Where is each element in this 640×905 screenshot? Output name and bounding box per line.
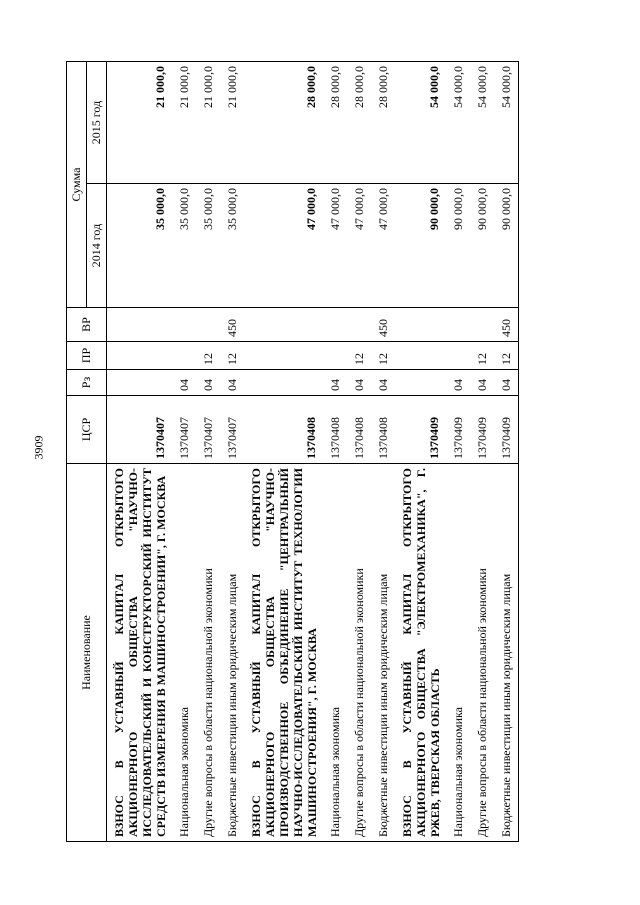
table-row	[323, 61, 347, 841]
header-sum: Сумма	[67, 61, 87, 307]
table-body	[107, 61, 519, 841]
vr-cell	[323, 308, 347, 342]
vr-cell	[470, 308, 494, 342]
table-header	[67, 61, 107, 841]
table-row	[107, 61, 173, 841]
pr-cell	[107, 342, 173, 370]
vr-cell: 450	[371, 308, 395, 342]
rz-cell: 04	[172, 370, 196, 396]
sum-2015-cell: 54 000,0	[494, 61, 519, 183]
table-row	[395, 61, 446, 841]
csr-cell: 1370409	[395, 396, 446, 464]
sum-2014-cell: 90 000,0	[470, 184, 494, 308]
table-row	[470, 61, 494, 841]
sum-2014-cell: 35 000,0	[220, 184, 244, 308]
pr-cell	[323, 342, 347, 370]
sum-2014-cell: 47 000,0	[371, 184, 395, 308]
name-cell: ВЗНОС В УСТАВНЫЙ КАПИТАЛ ОТКРЫТОГО АКЦИОНЕРНОГО ОБЩЕСТВА "НАУЧНО-ПРОИЗВОДСТВЕННОЕ ОБЪЕДИНЕНИЕ "ЦЕНТРАЛЬНЫЙ НАУЧНО-ИССЛЕДОВАТЕЛЬСКИЙ ИНСТИТУТ ТЕХНОЛОГИИ МАШИНОСТРОЕНИЯ", Г. МОСКВА	[244, 464, 323, 842]
sum-2014-cell: 90 000,0	[494, 184, 519, 308]
vr-cell	[395, 308, 446, 342]
pr-cell: 12	[220, 342, 244, 370]
name-cell: Бюджетные инвестиции иным юридическим лицам	[220, 464, 244, 842]
sum-2015-cell: 54 000,0	[470, 61, 494, 183]
header-year-2015: 2015 год	[87, 61, 107, 183]
name-cell: Национальная экономика	[446, 464, 470, 842]
csr-cell: 1370408	[347, 396, 371, 464]
csr-cell: 1370409	[446, 396, 470, 464]
csr-cell: 1370409	[494, 396, 519, 464]
header-year-2014: 2014 год	[87, 184, 107, 308]
vr-cell	[244, 308, 323, 342]
table-row	[172, 61, 196, 841]
rz-cell: 04	[470, 370, 494, 396]
sum-2015-cell: 54 000,0	[446, 61, 470, 183]
vr-cell	[446, 308, 470, 342]
page-number: 3909	[31, 435, 46, 460]
name-cell: Национальная экономика	[323, 464, 347, 842]
sum-2015-cell: 21 000,0	[107, 61, 173, 183]
pr-cell: 12	[470, 342, 494, 370]
pr-cell: 12	[371, 342, 395, 370]
csr-cell: 1370408	[323, 396, 347, 464]
header-vr: ВР	[67, 308, 107, 342]
vr-cell: 450	[220, 308, 244, 342]
sum-2014-cell: 47 000,0	[347, 184, 371, 308]
vr-cell	[172, 308, 196, 342]
sum-2014-cell: 35 000,0	[172, 184, 196, 308]
sum-2015-cell: 54 000,0	[395, 61, 446, 183]
sum-2015-cell: 28 000,0	[347, 61, 371, 183]
name-cell: Национальная экономика	[172, 464, 196, 842]
name-cell: Бюджетные инвестиции иным юридическим лицам	[371, 464, 395, 842]
pr-cell	[244, 342, 323, 370]
pr-cell: 12	[494, 342, 519, 370]
name-cell: Бюджетные инвестиции иным юридическим лицам	[494, 464, 519, 842]
name-cell: Другие вопросы в области национальной экономики	[470, 464, 494, 842]
sum-2015-cell: 28 000,0	[244, 61, 323, 183]
csr-cell: 1370407	[172, 396, 196, 464]
table-row	[220, 61, 244, 841]
csr-cell: 1370408	[371, 396, 395, 464]
pr-cell: 12	[347, 342, 371, 370]
table-row	[446, 61, 470, 841]
csr-cell: 1370407	[196, 396, 220, 464]
rz-cell: 04	[347, 370, 371, 396]
rz-cell: 04	[323, 370, 347, 396]
pr-cell	[395, 342, 446, 370]
rotated-page-content	[66, 62, 586, 842]
csr-cell: 1370409	[470, 396, 494, 464]
pr-cell	[446, 342, 470, 370]
sum-2014-cell: 35 000,0	[196, 184, 220, 308]
sum-2014-cell: 47 000,0	[323, 184, 347, 308]
header-name: Наименование	[67, 464, 107, 842]
name-cell: ВЗНОС В УСТАВНЫЙ КАПИТАЛ ОТКРЫТОГО АКЦИОНЕРНОГО ОБЩЕСТВА "ЭЛЕКТРОМЕХАНИКА", Г. РЖЕВ, ТВЕРСКАЯ ОБЛАСТЬ	[395, 464, 446, 842]
name-cell: Другие вопросы в области национальной экономики	[196, 464, 220, 842]
sum-2015-cell: 28 000,0	[323, 61, 347, 183]
header-pr: ПР	[67, 342, 107, 370]
vr-cell	[347, 308, 371, 342]
name-cell: Другие вопросы в области национальной экономики	[347, 464, 371, 842]
table-row	[244, 61, 323, 841]
rz-cell	[107, 370, 173, 396]
sum-2014-cell: 47 000,0	[244, 184, 323, 308]
table-row	[371, 61, 395, 841]
budget-table	[66, 61, 519, 842]
name-cell: ВЗНОС В УСТАВНЫЙ КАПИТАЛ ОТКРЫТОГО АКЦИОНЕРНОГО ОБЩЕСТВА "НАУЧНО-ИССЛЕДОВАТЕЛЬСКИЙ И КОНСТРУКТОРСКИЙ ИНСТИТУТ СРЕДСТВ ИЗМЕРЕНИЯ В МАШИНОСТРОЕНИИ", Г. МОСКВА	[107, 464, 173, 842]
header-rz: Рз	[67, 370, 107, 396]
csr-cell: 1370407	[107, 396, 173, 464]
sum-2014-cell: 90 000,0	[446, 184, 470, 308]
csr-cell: 1370408	[244, 396, 323, 464]
table-row	[494, 61, 519, 841]
sum-2015-cell: 21 000,0	[172, 61, 196, 183]
rz-cell: 04	[446, 370, 470, 396]
rz-cell	[244, 370, 323, 396]
pr-cell: 12	[196, 342, 220, 370]
pr-cell	[172, 342, 196, 370]
rz-cell: 04	[196, 370, 220, 396]
table-row	[196, 61, 220, 841]
vr-cell	[107, 308, 173, 342]
sum-2015-cell: 21 000,0	[196, 61, 220, 183]
sum-2015-cell: 28 000,0	[371, 61, 395, 183]
sum-2015-cell: 21 000,0	[220, 61, 244, 183]
table-row	[347, 61, 371, 841]
vr-cell	[196, 308, 220, 342]
rz-cell: 04	[494, 370, 519, 396]
sum-2014-cell: 90 000,0	[395, 184, 446, 308]
sum-2014-cell: 35 000,0	[107, 184, 173, 308]
vr-cell: 450	[494, 308, 519, 342]
rz-cell	[395, 370, 446, 396]
csr-cell: 1370407	[220, 396, 244, 464]
header-csr: ЦСР	[67, 396, 107, 464]
rz-cell: 04	[220, 370, 244, 396]
rz-cell: 04	[371, 370, 395, 396]
